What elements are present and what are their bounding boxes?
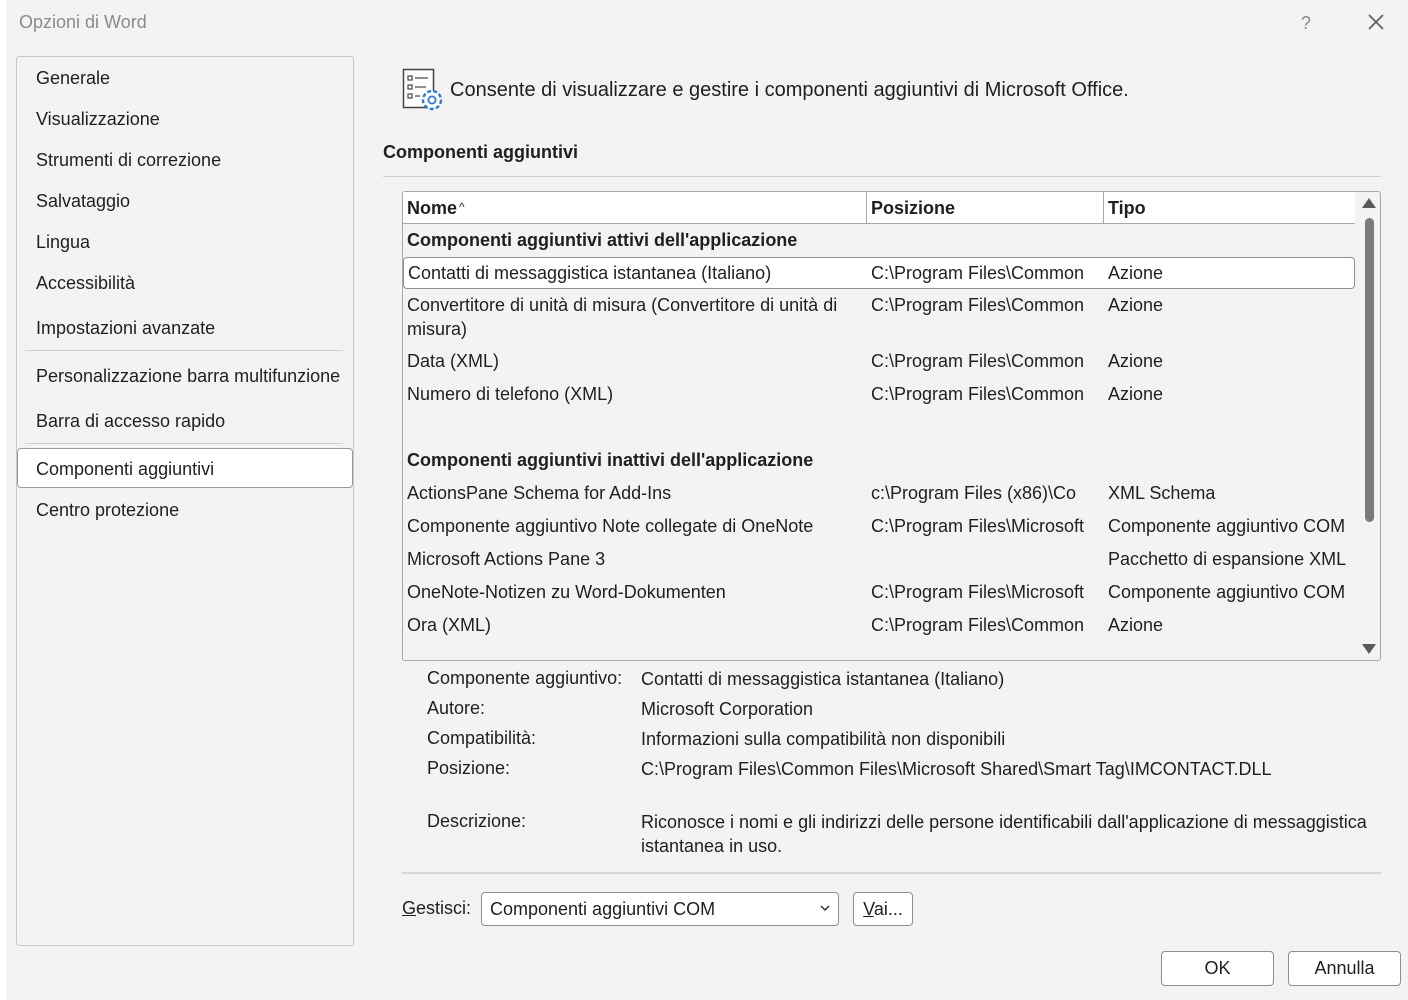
detail-label-author: Autore: [427, 698, 486, 718]
row-name: Ora (XML) [407, 615, 492, 635]
row-type: Azione [1108, 295, 1164, 315]
sidebar-item-lingua[interactable]: Lingua [36, 232, 91, 252]
go-button-text: ai... [873, 899, 903, 919]
row-location: C:\Program Files\Microsoft [871, 516, 1085, 536]
row-location: C:\Program Files\Microsoft [871, 582, 1085, 602]
row-name: Convertitore di unità di misura (Convertitore di unità di misura) [407, 295, 838, 339]
table-row[interactable] [403, 382, 1355, 412]
row-type: Azione [1108, 384, 1164, 404]
table-row[interactable] [403, 293, 1355, 345]
row-name: Contatti di messaggistica istantanea (Italiano) [408, 263, 772, 283]
row-name: ActionsPane Schema for Add-Ins [407, 483, 672, 503]
close-button[interactable] [1362, 8, 1390, 36]
detail-label-location: Posizione: [427, 758, 511, 778]
detail-value-description: Riconosce i nomi e gli indirizzi delle persone identificabili dall'applicazione di messaggistica istantanea in uso. [641, 812, 1367, 856]
column-header-posizione[interactable]: Posizione [867, 192, 1104, 224]
panel-description: Consente di visualizzare e gestire i componenti aggiuntivi di Microsoft Office. [450, 79, 1129, 101]
table-row[interactable] [403, 613, 1355, 643]
sidebar-item-impostazioni-avanzate[interactable]: Impostazioni avanzate [36, 318, 216, 338]
row-location: C:\Program Files\Common [871, 615, 1085, 635]
sort-ascending-icon: ^ [459, 200, 465, 214]
addins-settings-icon [402, 68, 446, 114]
manage-dropdown-value: Componenti aggiuntivi COM [490, 899, 716, 919]
addins-list[interactable] [402, 191, 1381, 661]
list-header [403, 192, 1355, 224]
column-header-tipo[interactable]: Tipo [1108, 198, 1146, 218]
sidebar-separator [25, 350, 343, 351]
list-scrollbar[interactable] [1358, 192, 1380, 660]
manage-label [402, 898, 471, 919]
detail-value-location: C:\Program Files\Common Files\Microsoft Shared\Smart Tag\IMCONTACT.DLL [641, 759, 1272, 779]
row-location: C:\Program Files\Common [871, 384, 1085, 404]
close-icon [1362, 8, 1390, 36]
title-bar [6, 0, 1408, 46]
row-location: C:\Program Files\Common [871, 351, 1085, 371]
sidebar-item-personalizzazione-barra[interactable]: Personalizzazione barra multifunzione [36, 366, 341, 386]
table-row[interactable] [403, 349, 1355, 379]
row-name: OneNote-Notizen zu Word-Dokumenten [407, 582, 726, 602]
section-divider [383, 176, 1381, 177]
options-sidebar [16, 56, 354, 946]
sidebar-item-visualizzazione[interactable]: Visualizzazione [36, 109, 160, 129]
chevron-down-icon [820, 903, 830, 913]
manage-label-accesskey: G [402, 898, 417, 918]
table-row[interactable] [403, 257, 1355, 289]
scroll-up-icon[interactable] [1362, 198, 1376, 208]
sidebar-item-centro-protezione[interactable]: Centro protezione [36, 500, 180, 520]
manage-label-text: estisci: [416, 898, 472, 918]
sidebar-item-generale[interactable]: Generale [36, 68, 111, 88]
addins-panel [382, 56, 1384, 996]
row-type: Pacchetto di espansione XML [1108, 549, 1347, 569]
row-type: Azione [1108, 263, 1164, 283]
detail-value-addin: Contatti di messaggistica istantanea (Italiano) [641, 669, 1005, 689]
row-name: Data (XML) [407, 351, 500, 371]
row-type: XML Schema [1108, 483, 1216, 503]
table-row[interactable] [403, 481, 1355, 511]
section-title: Componenti aggiuntivi [383, 142, 578, 162]
detail-label-addin: Componente aggiuntivo: [427, 668, 623, 688]
ok-button[interactable]: OK [1161, 951, 1274, 986]
row-name: Numero di telefono (XML) [407, 384, 614, 404]
scroll-thumb[interactable] [1365, 218, 1374, 522]
column-header-nome[interactable] [403, 192, 867, 224]
sidebar-item-salvataggio[interactable]: Salvataggio [36, 191, 131, 211]
table-row[interactable] [403, 514, 1355, 544]
row-location: C:\Program Files\Common [871, 295, 1085, 315]
sidebar-item-componenti-aggiuntivi[interactable]: Componenti aggiuntivi [17, 448, 353, 488]
group-header-active [403, 228, 1355, 258]
detail-value-author: Microsoft Corporation [641, 699, 814, 719]
table-row[interactable] [403, 547, 1355, 577]
row-type: Azione [1108, 351, 1164, 371]
table-row[interactable] [403, 580, 1355, 610]
group-title: Componenti aggiuntivi inattivi dell'applicazione [407, 450, 814, 470]
help-button[interactable]: ? [1300, 13, 1311, 33]
go-button-accesskey: V [863, 899, 874, 919]
group-title: Componenti aggiuntivi attivi dell'applicazione [407, 230, 798, 250]
sidebar-separator [25, 443, 343, 444]
go-button[interactable] [853, 892, 913, 926]
column-header-label: Nome [407, 198, 458, 218]
row-type: Componente aggiuntivo COM [1108, 516, 1346, 536]
row-name: Componente aggiuntivo Note collegate di OneNote [407, 516, 814, 536]
sidebar-item-barra-accesso-rapido[interactable]: Barra di accesso rapido [36, 411, 226, 431]
cancel-button[interactable]: Annulla [1288, 951, 1401, 986]
group-header-inactive [403, 448, 1355, 478]
detail-value-compat: Informazioni sulla compatibilità non disponibili [641, 729, 1006, 749]
sidebar-item-accessibilita[interactable]: Accessibilità [36, 273, 136, 293]
window-title: Opzioni di Word [19, 12, 147, 32]
detail-label-compat: Compatibilità: [427, 728, 537, 748]
row-location: c:\Program Files (x86)\Co [871, 483, 1077, 503]
detail-label-description: Descrizione: [427, 811, 527, 831]
manage-dropdown[interactable] [481, 892, 839, 926]
row-location: C:\Program Files\Common [871, 263, 1085, 283]
scroll-down-icon[interactable] [1362, 644, 1376, 654]
row-type: Componente aggiuntivo COM [1108, 582, 1346, 602]
row-type: Azione [1108, 615, 1164, 635]
sidebar-item-strumenti-correzione[interactable]: Strumenti di correzione [36, 150, 222, 170]
row-name: Microsoft Actions Pane 3 [407, 549, 606, 569]
bottom-divider [402, 872, 1381, 874]
